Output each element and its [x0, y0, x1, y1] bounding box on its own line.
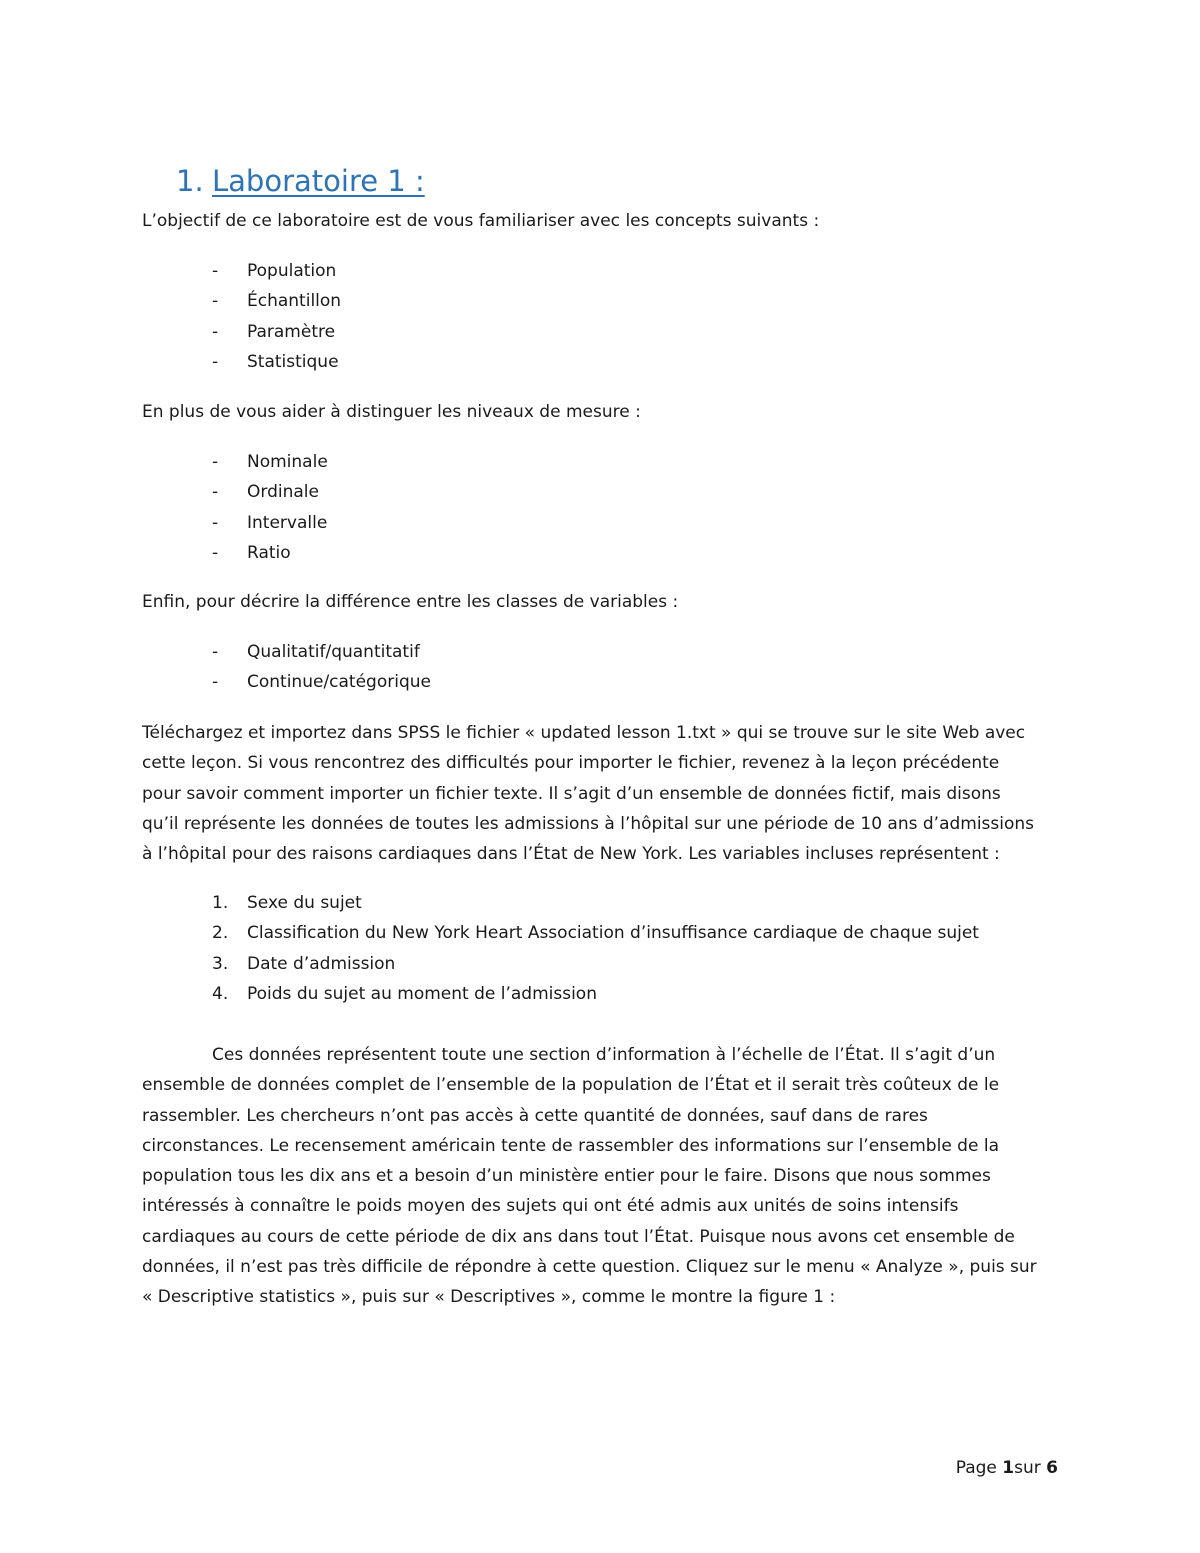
list-item: 1. Sexe du sujet [212, 893, 362, 913]
section-heading [176, 164, 425, 198]
classes-intro: Enfin, pour décrire la différence entre les classes de variables : [142, 592, 679, 612]
intro-paragraph: L’objectif de ce laboratoire est de vous familiariser avec les concepts suivants : [142, 211, 820, 231]
levels-intro: En plus de vous aider à distinguer les niveaux de mesure : [142, 402, 641, 422]
classes-list [212, 637, 431, 698]
list-item: - Statistique [212, 351, 339, 372]
list-item: - Intervalle [212, 512, 328, 533]
download-paragraph: Téléchargez et importez dans SPSS le fichier « updated lesson 1.txt » qui se trouve sur le site Web avec cette leçon. Si vous rencontrez des difficultés pour importer le fichier, revenez à la leçon précédente pour savoir comment importer un fichier texte. Il s’agit d’un ensemble de données fictif, mais disons qu’il représente les données de toutes les admissions à l’hôpital sur une période de 10 ans d’admissions à l’hôpital pour des raisons cardiaques dans l’État de New York. Les variables incluses représentent : [142, 723, 1035, 865]
list-item: - Qualitatif/quantitatif [212, 642, 420, 662]
list-item: - Échantillon [212, 291, 342, 312]
list-item: 4. Poids du sujet au moment de l’admission [212, 983, 597, 1004]
page-number-footer: Page 1sur 6 [955, 1458, 1058, 1478]
list-item: 2. Classification du New York Heart Association d’insuffisance cardiaque de chaque sujet [212, 923, 979, 944]
heading-number: 1. [176, 164, 204, 198]
list-item: - Population [212, 261, 337, 281]
list-item: - Nominale [212, 452, 328, 472]
list-item: - Ratio [212, 542, 291, 563]
list-item: 3. Date d’admission [212, 953, 396, 974]
heading-title: Laboratoire 1 : [212, 164, 425, 198]
data-paragraph: Ces données représentent toute une section d’information à l’échelle de l’État. Il s’agit d’un ensemble de données complet de l’ensemble de la population de l’État et il serait très coûteux de le rassembler. Les chercheurs n’ont pas accès à cette quantité de données, sauf dans de rares circonstances. Le recensement américain tente de rassembler des informations sur l’ensemble de la population tous les dix ans et a besoin d’un ministère entier pour le faire. Disons que nous sommes intéressés à connaître le poids moyen des sujets qui ont été admis aux unités de soins intensifs cardiaques au cours de cette période de dix ans dans tout l’État. Puisque nous avons cet ensemble de données, il n’est pas très difficile de répondre à cette question. Cliquez sur le menu « Analyze », puis sur « Descriptive statistics », puis sur « Descriptives », comme le montre la figure 1 : [142, 1045, 1037, 1308]
variables-list [212, 888, 979, 1009]
list-item: - Ordinale [212, 482, 319, 503]
list-item: - Continue/catégorique [212, 672, 431, 693]
list-item: - Paramètre [212, 321, 336, 342]
levels-list [212, 447, 328, 568]
concepts-list [212, 256, 341, 377]
